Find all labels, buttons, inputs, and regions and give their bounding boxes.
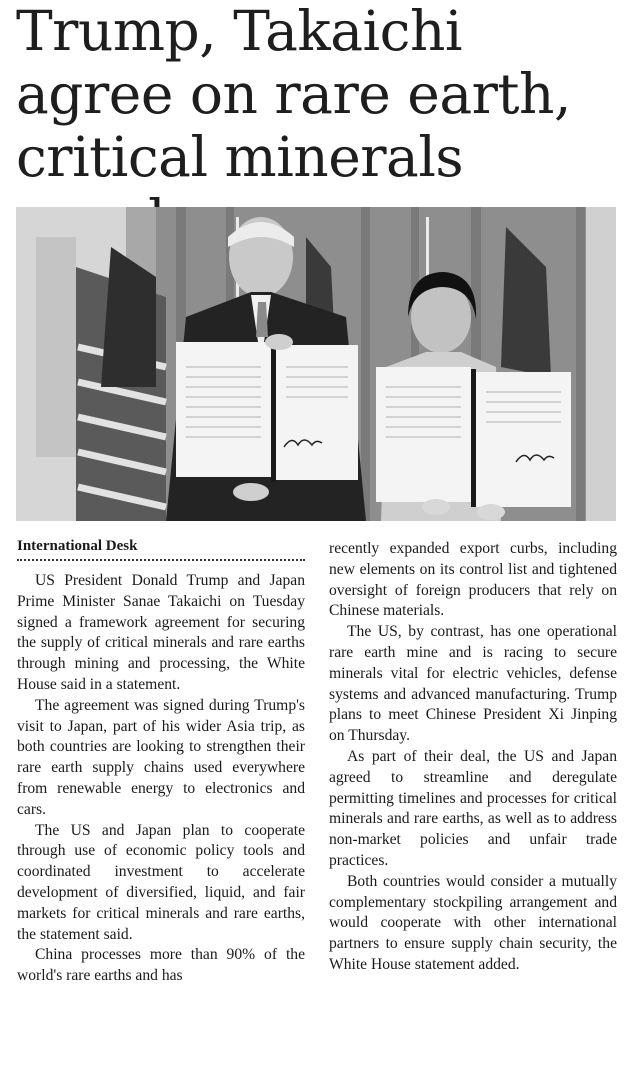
desk-divider: [17, 559, 305, 561]
article-paragraph: As part of their deal, the US and Japan agreed to streamline and deregulate permitting timelines and processes for critical minerals and rare earths, as well as to address non-market policies and unfair trade practices.: [329, 747, 617, 869]
article-column-right: [329, 539, 617, 976]
article-paragraph: recently expanded export curbs, including new elements on its control list and tightened oversight of foreign producers that rely on Chinese materials.: [329, 540, 617, 620]
article-column-left: [17, 536, 305, 987]
article-paragraph: The US and Japan plan to cooperate through use of economic policy tools and coordinated investment to accelerate development of diversified, liquid, and fair markets for critical minerals and rare earths, the statement said.: [17, 821, 305, 943]
desk-label: International Desk: [17, 538, 138, 554]
article-paragraph: China processes more than 90% of the world's rare earths and has: [17, 946, 305, 985]
article-paragraph: US President Donald Trump and Japan Prime Minister Sanae Takaichi on Tuesday signed a framework agreement for securing the supply of critical minerals and rare earths through mining and processing, the White House said in a statement.: [17, 572, 305, 693]
article-paragraph: The agreement was signed during Trump's visit to Japan, part of his wider Asia trip, as both countries are looking to strengthen their rare earth supply chains used everywhere from renewable energy to electronics and cars.: [17, 696, 305, 818]
article-paragraph: The US, by contrast, has one operational rare earth mine and is racing to secure minerals vital for electric vehicles, defense systems and advanced manufacturing. Trump plans to meet Chinese President Xi Jinping on Thursday.: [329, 623, 617, 745]
article-paragraph: Both countries would consider a mutually complementary stockpiling arrangement and would cooperate with other international partners to ensure supply chain security, the White House statement added.: [329, 872, 617, 973]
headline: Trump, Takaichi agree on rare earth, critical minerals: [16, 0, 571, 189]
article-photo: [16, 207, 616, 521]
